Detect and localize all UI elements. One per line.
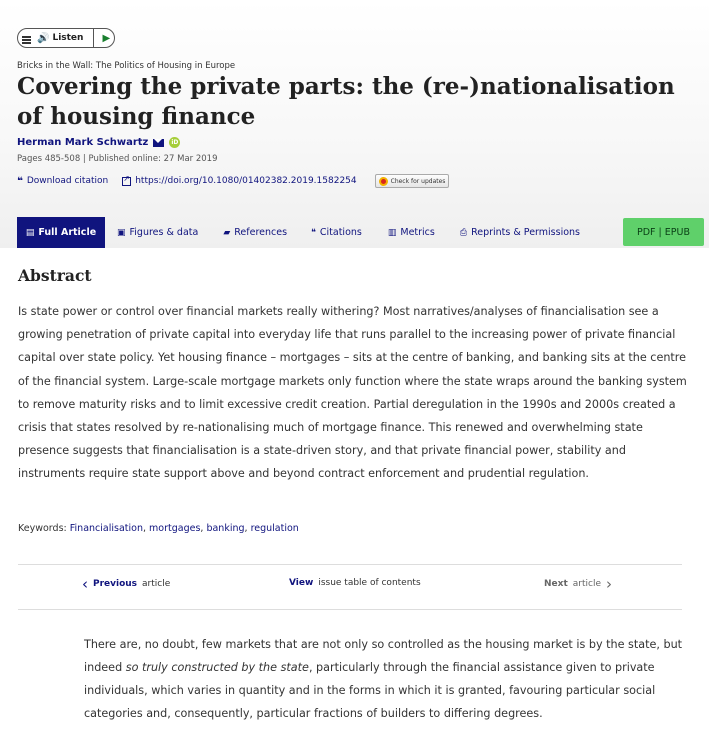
nav-label-bold: View — [289, 578, 314, 588]
keyword-link[interactable]: banking — [206, 523, 245, 534]
body-text: , particularly through the financial assistance given to private individuals, which varies in quantity and in the forms in which it is granted, favouring particular social categories and, consequently, particular fractions of builders to differing degrees. — [84, 661, 656, 720]
epub-label[interactable]: EPUB — [664, 226, 690, 238]
tab-reprints-permissions[interactable] — [460, 217, 580, 248]
document-icon: ▤ — [25, 227, 35, 238]
play-icon[interactable]: ▶ — [102, 32, 111, 44]
external-link-icon — [122, 177, 131, 186]
article-tabs — [17, 217, 707, 248]
tab-label: Full Article — [38, 227, 97, 238]
printer-icon: ⎙ — [459, 227, 468, 238]
download-citation-label: Download citation — [26, 176, 109, 186]
nav-label-rest: article — [572, 579, 601, 589]
tab-metrics[interactable] — [388, 217, 435, 248]
article-title: Covering the private parts: the (re-)nationalisation of housing finance — [17, 73, 675, 130]
pages-published: Pages 485-508 | Published online: 27 Mar 2019 — [17, 154, 218, 164]
pdf-label[interactable]: PDF — [637, 226, 656, 238]
tab-label: References — [234, 227, 288, 238]
tab-label: Reprints & Permissions — [471, 227, 580, 238]
tab-figures-data[interactable] — [117, 217, 198, 248]
quote-icon: ❝ — [17, 175, 23, 187]
tab-label: Citations — [319, 227, 362, 238]
crossmark-icon — [379, 177, 388, 186]
keyword-link[interactable]: mortgages — [149, 523, 201, 534]
nav-label-rest: article — [142, 579, 171, 589]
issue-title[interactable]: Bricks in the Wall: The Politics of Housing in Europe — [17, 61, 236, 71]
speaker-icon: 🔊 — [37, 32, 50, 44]
issue-toc-link[interactable] — [289, 578, 421, 588]
nav-label-bold: Next — [544, 579, 568, 589]
previous-article-link[interactable] — [82, 575, 171, 593]
tab-references[interactable] — [223, 217, 287, 248]
keyword-link[interactable]: Financialisation — [69, 523, 143, 534]
menu-icon[interactable] — [22, 36, 34, 44]
listen-button[interactable] — [17, 28, 115, 48]
orcid-icon[interactable]: iD — [171, 139, 179, 146]
divider — [18, 564, 682, 565]
next-article-link[interactable] — [544, 575, 612, 593]
quote-icon: ❝ — [311, 227, 316, 238]
check-for-updates-button[interactable] — [375, 174, 449, 188]
check-updates-label: Check for updates — [390, 177, 446, 185]
book-icon: ▰ — [223, 227, 231, 238]
tab-citations[interactable] — [311, 217, 362, 248]
listen-divider — [93, 29, 94, 47]
doi-link[interactable] — [122, 176, 356, 186]
image-icon: ▣ — [117, 227, 126, 238]
keywords: Keywords: Financialisation, mortgages, banking, regulation — [18, 523, 299, 534]
pdf-epub-button[interactable] — [623, 218, 704, 246]
abstract-heading: Abstract — [18, 266, 92, 285]
doi-label: https://doi.org/10.1080/01402382.2019.1582254 — [135, 176, 357, 186]
author-line — [17, 137, 180, 148]
chevron-left-icon: ‹ — [82, 575, 88, 593]
body-text: There are, no doubt, few markets that are not only so controlled as the housing market is by the state, but indeed — [84, 638, 683, 674]
listen-label: Listen — [52, 33, 84, 43]
nav-label-bold: Previous — [93, 579, 138, 589]
bar-chart-icon: ▥ — [387, 227, 397, 238]
pdf-epub-separator: | — [658, 226, 662, 238]
tab-label: Metrics — [400, 227, 435, 238]
article-body-paragraph — [84, 633, 684, 725]
mail-icon[interactable] — [153, 139, 164, 147]
article-links — [17, 174, 449, 188]
divider — [18, 609, 682, 610]
keyword-link[interactable]: regulation — [250, 523, 299, 534]
body-emphasis: so truly constructed by the state — [125, 661, 309, 674]
author-name[interactable]: Herman Mark Schwartz — [17, 137, 149, 148]
download-citation-link[interactable] — [17, 176, 108, 187]
keywords-label: Keywords: — [18, 523, 67, 534]
abstract-text: Is state power or control over financial markets really withering? Most narratives/analyses of financialisation see a growing penetration of private capital into everyday life that runs parallel to the increasing power of private financial capital over state policy. Yet housing finance – mortgages – sits at the centre of banking, and banking sits at the centre of the financial system. Large-scale mortgage markets only function where the state wraps around the banking system to remove maturity risks and to limit excessive credit creation. Partial deregulation in the 1990s and 2000s created a crisis that states resolved by re-nationalising much of mortgage finance. This renewed and overwhelming state presence suggests that financialisation is a state-driven story, and that private financial power, stability and instruments require state support above and beyond contract enforcement and prudential regulation. — [18, 305, 687, 481]
tab-label: Figures & data — [129, 227, 199, 238]
tab-full-article[interactable] — [17, 217, 105, 248]
nav-label-rest: issue table of contents — [318, 578, 421, 588]
chevron-right-icon: › — [605, 575, 612, 593]
